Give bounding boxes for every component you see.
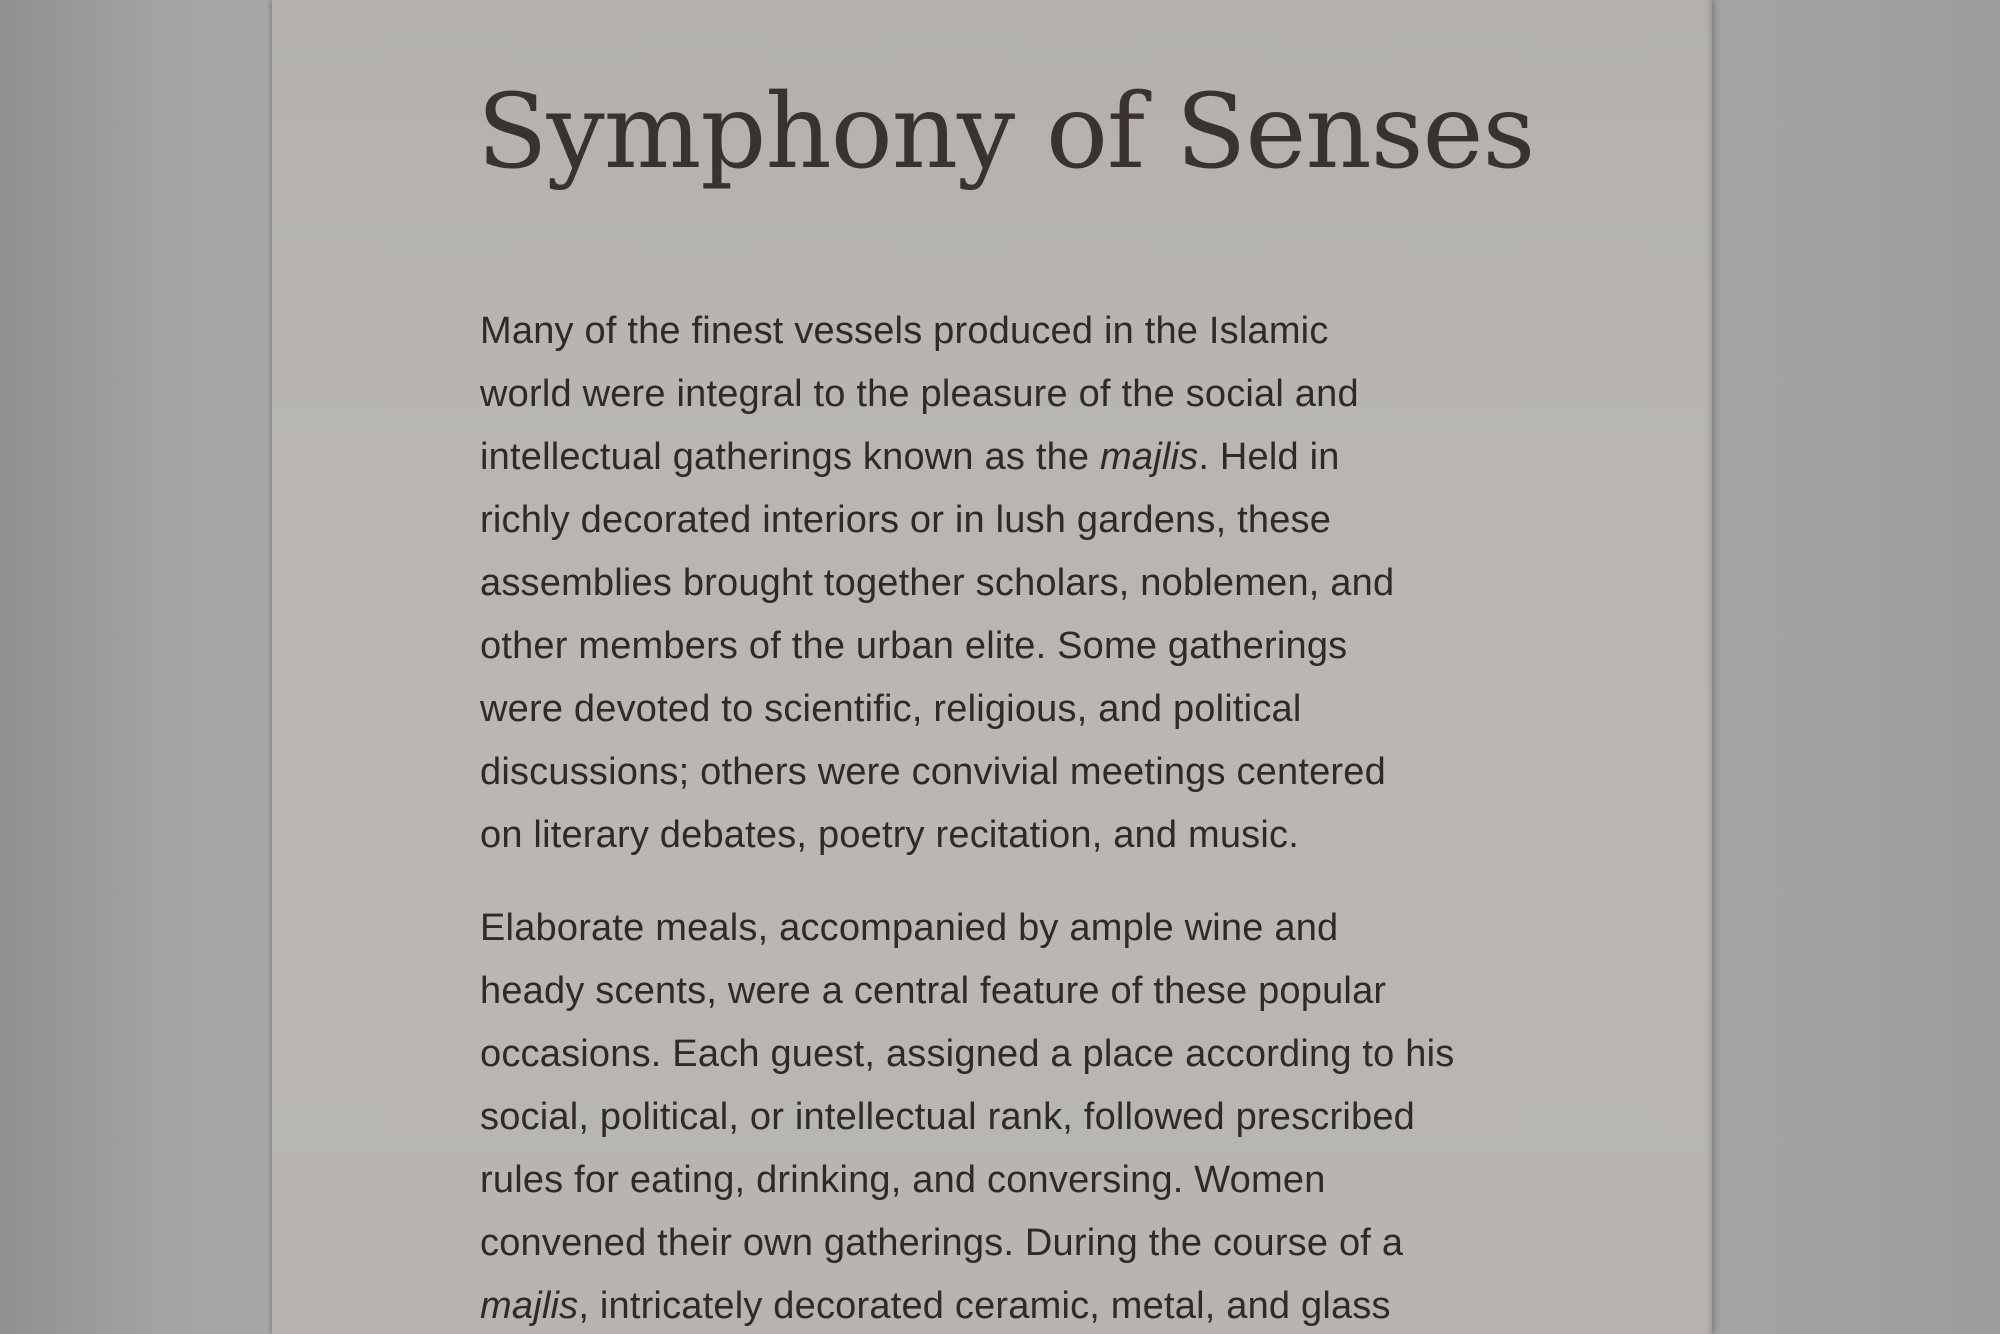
text-line: heady scents, were a central feature of these popular	[480, 970, 1387, 1012]
italic-term: majlis	[480, 1285, 579, 1327]
text-line: Elaborate meals, accompanied by ample wine and	[480, 907, 1339, 949]
text-line: were devoted to scientific, religious, and political	[480, 688, 1302, 730]
text-line: occasions. Each guest, assigned a place according to his	[480, 1033, 1455, 1075]
text-line: rules for eating, drinking, and conversing. Women	[480, 1159, 1326, 1201]
panel-title: Symphony of Senses	[477, 72, 1535, 192]
text-line: assemblies brought together scholars, noblemen, and	[480, 562, 1395, 604]
text-line: other members of the urban elite. Some gatherings	[480, 625, 1348, 667]
panel-body-text	[480, 300, 1500, 1334]
text-line: discussions; others were convivial meetings centered	[480, 751, 1386, 793]
text-line: convened their own gatherings. During the course of a	[480, 1222, 1404, 1264]
exhibition-label-panel	[272, 0, 1712, 1334]
italic-term: majlis	[1100, 436, 1199, 478]
text-line: majlis, intricately decorated ceramic, metal, and glass	[480, 1285, 1391, 1327]
text-line: world were integral to the pleasure of the social and	[480, 373, 1359, 415]
text-line: richly decorated interiors or in lush gardens, these	[480, 499, 1332, 541]
text-line: intellectual gatherings known as the majlis. Held in	[480, 436, 1340, 478]
text-line: Many of the finest vessels produced in the Islamic	[480, 310, 1329, 352]
text-line: on literary debates, poetry recitation, and music.	[480, 814, 1299, 856]
text-line: social, political, or intellectual rank, followed prescribed	[480, 1096, 1416, 1138]
paragraph-1	[480, 300, 1500, 867]
paragraph-2	[480, 897, 1500, 1334]
